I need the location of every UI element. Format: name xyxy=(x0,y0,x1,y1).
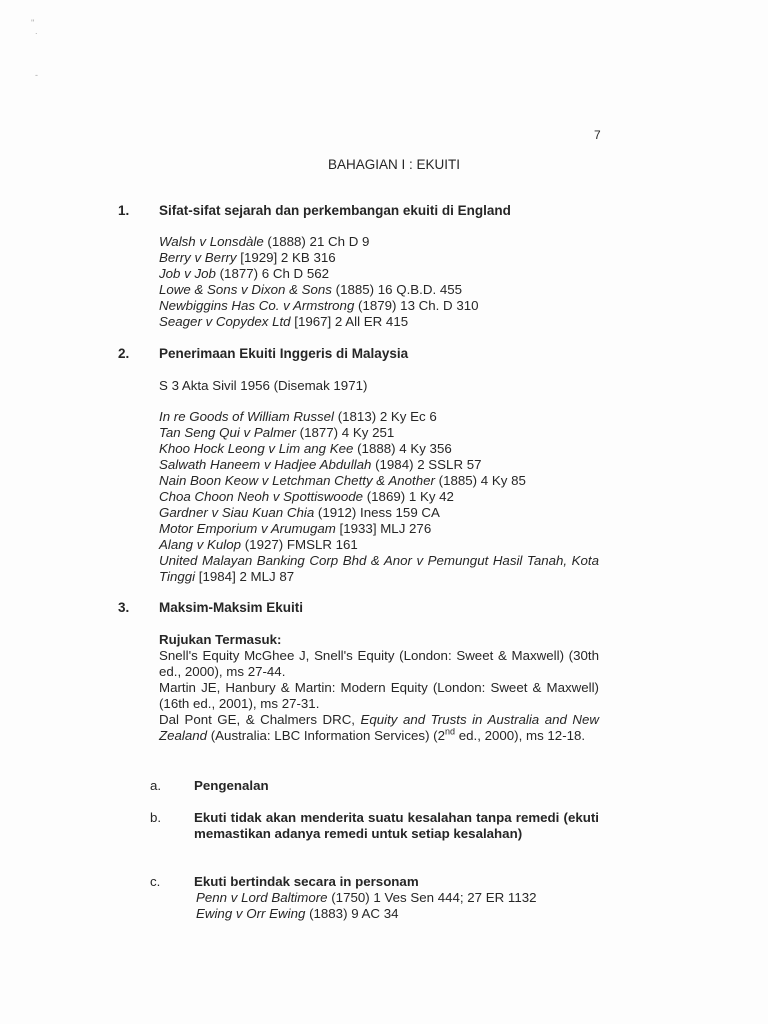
section-number: 3. xyxy=(118,600,130,615)
section-number: 1. xyxy=(118,203,130,218)
case-citation: United Malayan Banking Corp Bhd & Anor v Pemungut Hasil Tanah, Kota Tinggi [1984] 2 MLJ 87 xyxy=(159,553,599,584)
statute-reference: S 3 Akta Sivil 1956 (Disemak 1971) xyxy=(159,378,368,393)
case-citation: Seager v Copydex Ltd [1967] 2 All ER 415 xyxy=(159,314,409,329)
subsection-letter: b. xyxy=(150,810,162,825)
reference-entry: Dal Pont GE, & Chalmers DRC, Equity and Trusts in Australia and New Zealand (Australia: LBC Information Services) (2nd ed., 2000), ms 12-18. xyxy=(159,712,599,743)
case-citation: Tan Seng Qui v Palmer (1877) 4 Ky 251 xyxy=(159,425,395,440)
case-citation: Choa Choon Neoh v Spottiswoode (1869) 1 Ky 42 xyxy=(159,489,454,504)
case-citation: In re Goods of William Russel (1813) 2 Ky Ec 6 xyxy=(159,409,437,424)
case-citation: Khoo Hock Leong v Lim ang Kee (1888) 4 Ky 356 xyxy=(159,441,452,456)
case-citation: Motor Emporium v Arumugam [1933] MLJ 276 xyxy=(159,521,432,536)
reference-entry: Martin JE, Hanbury & Martin: Modern Equity (London: Sweet & Maxwell) (16th ed., 2001), ms 27-31. xyxy=(159,680,599,711)
section-heading: Penerimaan Ekuiti Inggeris di Malaysia xyxy=(159,346,409,361)
references xyxy=(159,632,599,744)
case-citation: Salwath Haneem v Hadjee Abdullah (1984) 2 SSLR 57 xyxy=(159,457,482,472)
scan-mark: ‐ xyxy=(35,70,38,80)
case-citation: Job v Job (1877) 6 Ch D 562 xyxy=(159,266,330,281)
case-citation: Newbiggins Has Co. v Armstrong (1879) 13 Ch. D 310 xyxy=(159,298,479,313)
case-citation: Alang v Kulop (1927) FMSLR 161 xyxy=(159,537,358,552)
subsection-heading: Ekuti bertindak secara in personam xyxy=(194,874,419,889)
case-citation: Gardner v Siau Kuan Chia (1912) Iness 159 CA xyxy=(159,505,440,520)
section-heading: Maksim-Maksim Ekuiti xyxy=(159,600,304,615)
subsection-letter: a. xyxy=(150,778,162,793)
section-heading: Sifat-sifat sejarah dan perkembangan ekuiti di England xyxy=(159,203,511,218)
subsection-letter: c. xyxy=(150,874,161,889)
scan-mark: . xyxy=(35,26,38,36)
reference-entry: Snell's Equity McGhee J, Snell's Equity (London: Sweet & Maxwell) (30th ed., 2000), ms 27-44. xyxy=(159,648,599,679)
page-title: BAHAGIAN I : EKUITI xyxy=(327,157,461,172)
case-citation: Nain Boon Keow v Letchman Chetty & Another (1885) 4 Ky 85 xyxy=(159,473,526,488)
subsection-heading: Ekuti tidak akan menderita suatu kesalahan tanpa remedi (ekuti memastikan adanya remedi untuk setiap kesalahan) xyxy=(194,810,599,841)
section-number: 2. xyxy=(118,346,130,361)
case-citation: Ewing v Orr Ewing (1883) 9 AC 34 xyxy=(196,906,399,921)
page-number: 7 xyxy=(594,128,601,142)
scan-mark: '' xyxy=(31,18,35,28)
references-heading: Rujukan Termasuk: xyxy=(159,632,282,647)
case-citation: Penn v Lord Baltimore (1750) 1 Ves Sen 444; 27 ER 1132 xyxy=(196,890,537,905)
subsection-heading: Pengenalan xyxy=(194,778,269,793)
case-citation: Walsh v Lonsdàle (1888) 21 Ch D 9 xyxy=(159,234,370,249)
case-list xyxy=(159,409,599,585)
case-list xyxy=(159,234,599,330)
case-list xyxy=(196,890,537,922)
case-citation: Lowe & Sons v Dixon & Sons (1885) 16 Q.B.D. 455 xyxy=(159,282,463,297)
case-citation: Berry v Berry [1929] 2 KB 316 xyxy=(159,250,336,265)
